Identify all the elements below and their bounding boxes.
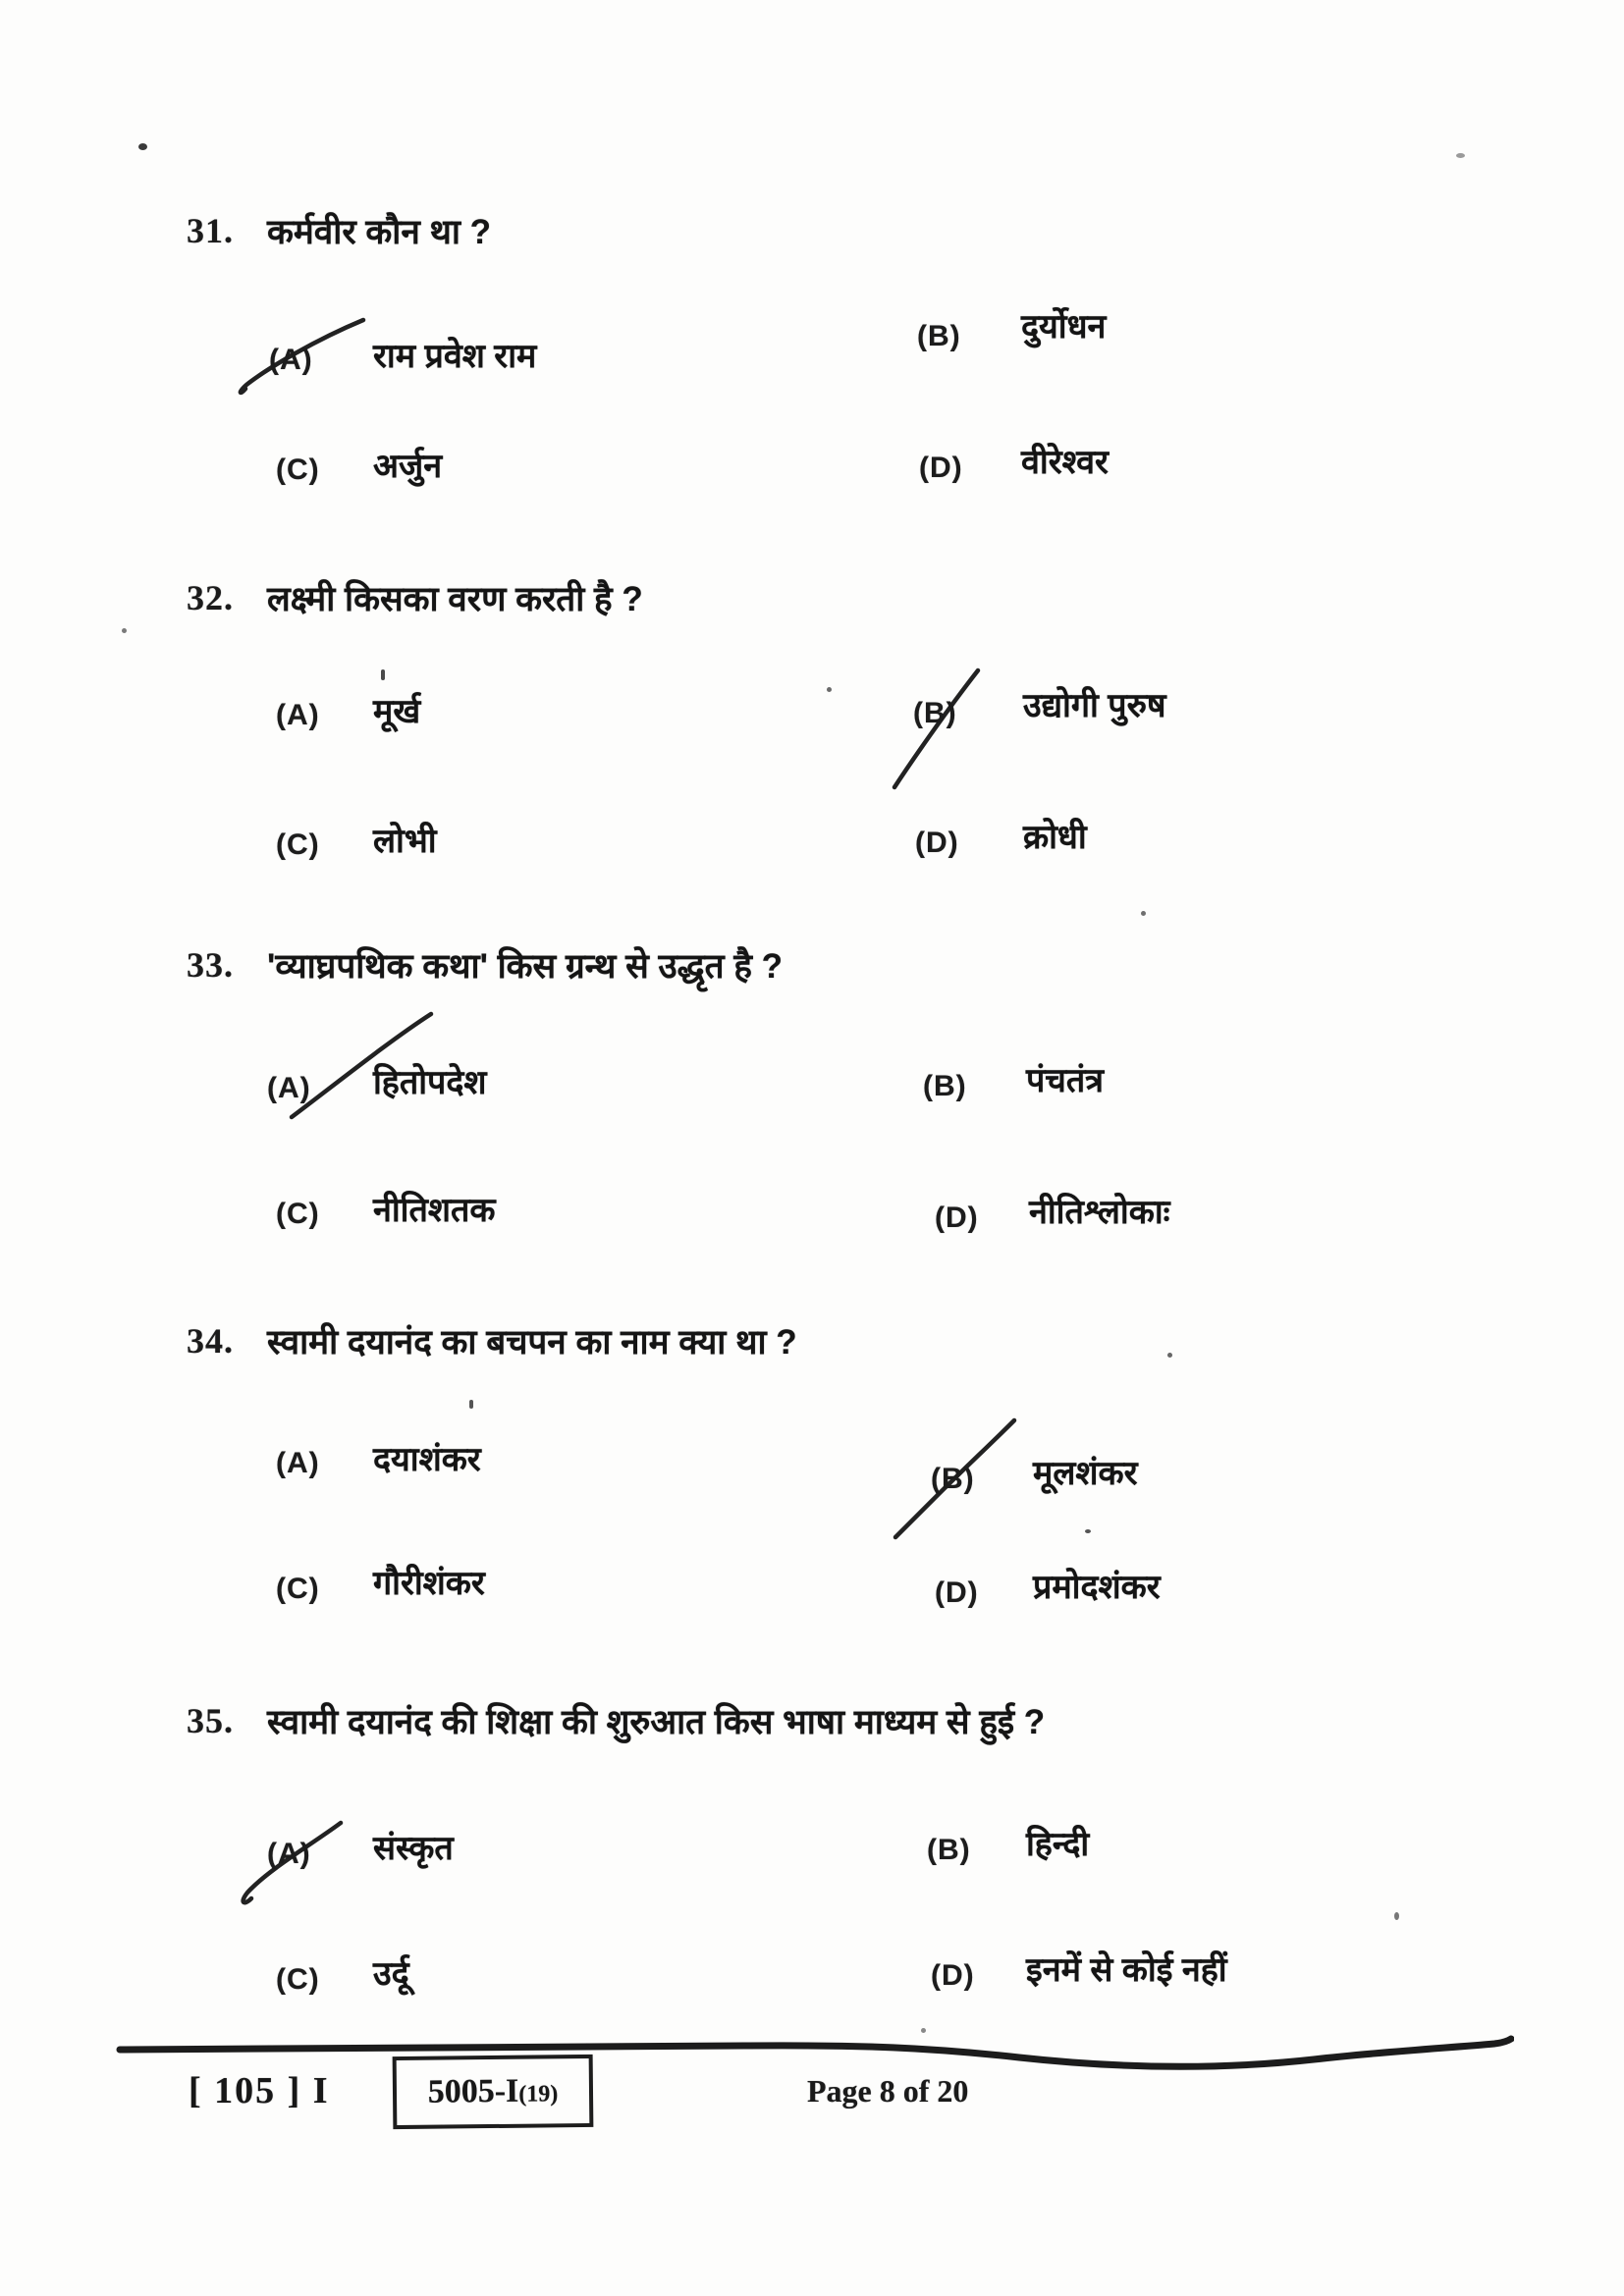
option-text: गौरीशंकर (373, 1565, 485, 1602)
question-number: 33. (187, 945, 234, 985)
scan-speck (122, 628, 127, 633)
scan-speck (381, 669, 385, 680)
option-label: (D) (935, 1576, 979, 1609)
option-text: राम प्रवेश राम (373, 338, 537, 375)
option-text: उर्दू (373, 1955, 409, 1993)
option-label: (B) (927, 1834, 971, 1866)
option-text: प्रमोदशंकर (1033, 1569, 1161, 1606)
option-text: लोभी (373, 823, 437, 860)
option-label: (D) (935, 1201, 979, 1234)
option-text: दुर्योधन (1021, 308, 1107, 346)
option-label: (B) (923, 1070, 967, 1102)
scan-speck (921, 2028, 926, 2033)
scan-speck (469, 1400, 473, 1409)
option-label: (B) (913, 697, 957, 729)
option-label: (A) (276, 699, 320, 731)
question-number: 35. (187, 1701, 234, 1740)
option-text: हिन्दी (1026, 1826, 1090, 1863)
footer-booklet-code: 5005-I(19) (427, 2072, 559, 2110)
option-text: क्रोधी (1023, 819, 1087, 856)
question-number: 34. (187, 1321, 234, 1361)
option-label: (C) (276, 1198, 320, 1230)
option-label: (A) (267, 1838, 311, 1870)
option-text: अर्जुन (373, 448, 443, 485)
option-label: (C) (276, 454, 320, 486)
option-text: हितोपदेश (373, 1064, 487, 1101)
option-label: (D) (931, 1959, 975, 1992)
question-text: 'व्याघ्रपथिक कथा' किस ग्रन्थ से उद्धृत है ? (267, 947, 784, 986)
question-text: कर्मवीर कौन था ? (267, 213, 492, 251)
scan-speck (138, 143, 147, 150)
option-label: (A) (276, 1447, 320, 1479)
scan-speck (827, 687, 832, 692)
footer-page-info: Page 8 of 20 (807, 2073, 969, 2109)
option-text: मूर्ख (373, 693, 421, 730)
option-text: नीतिशतक (373, 1192, 496, 1229)
footer-left-code: [ 105 ] I (189, 2070, 330, 2111)
option-text: पंचतंत्र (1026, 1062, 1105, 1099)
option-label: (A) (269, 344, 313, 376)
footer-booklet-code-box (393, 2055, 594, 2129)
question-number: 32. (187, 578, 234, 617)
option-label: (D) (919, 452, 963, 484)
scan-speck (1456, 153, 1465, 158)
scan-speck (1141, 911, 1146, 916)
question-text: लक्ष्मी किसका वरण करती है ? (267, 580, 643, 618)
scan-speck (1167, 1353, 1172, 1358)
option-label: (D) (915, 827, 959, 859)
scan-speck (1394, 1912, 1399, 1920)
option-label: (C) (276, 1573, 320, 1605)
scan-speck (1085, 1529, 1091, 1533)
option-text: उद्योगी पुरुष (1023, 687, 1166, 724)
option-label: (B) (917, 320, 961, 352)
option-text: मूलशंकर (1033, 1455, 1138, 1492)
question-text: स्वामी दयानंद की शिक्षा की शुरुआत किस भाषा माध्यम से हुई ? (267, 1703, 1046, 1741)
option-label: (C) (276, 828, 320, 861)
option-label: (B) (931, 1463, 975, 1495)
option-text: इनमें से कोई नहीं (1026, 1951, 1227, 1989)
option-label: (A) (267, 1072, 311, 1104)
option-text: वीरेश्वर (1021, 444, 1109, 481)
option-text: संस्कृत (373, 1830, 454, 1867)
option-text: नीतिश्लोकाः (1029, 1194, 1170, 1231)
question-number: 31. (187, 211, 234, 250)
option-label: (C) (276, 1963, 320, 1996)
question-text: स्वामी दयानंद का बचपन का नाम क्या था ? (267, 1323, 797, 1362)
option-text: दयाशंकर (373, 1441, 481, 1478)
